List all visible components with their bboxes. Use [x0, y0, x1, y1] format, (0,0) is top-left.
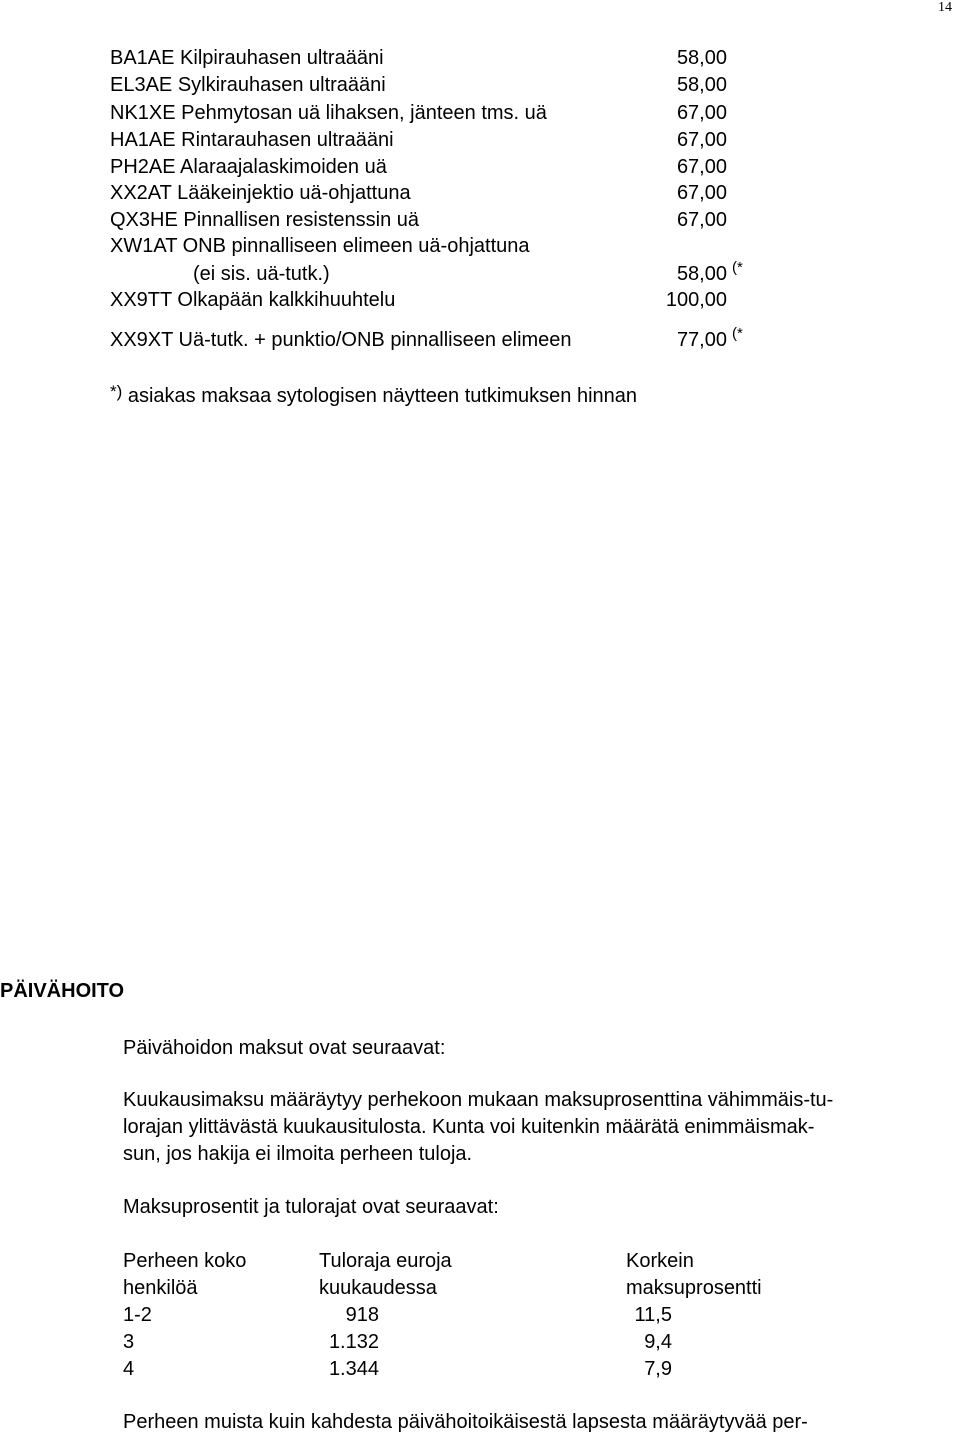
price-item-label: PH2AE Alaraajalaskimoiden uä: [110, 156, 387, 178]
footnote: [110, 384, 637, 409]
price-item-label: BA1AE Kilpirauhasen ultraääni: [110, 47, 384, 69]
table-header: maksuprosentti: [626, 1277, 762, 1299]
table-cell: 1-2: [123, 1304, 152, 1326]
price-item-price: 58,00: [676, 47, 727, 69]
table-header: Perheen koko: [123, 1250, 247, 1272]
price-item-label: XX2AT Lääkeinjektio uä-ohjattuna: [110, 182, 411, 204]
price-item-price: 58,00: [676, 263, 727, 285]
table-cell: 918: [345, 1304, 379, 1326]
paragraph-line: lorajan ylittävästä kuukausitulosta. Kunta voi kuitenkin määrätä enimmäismak-: [123, 1116, 815, 1138]
price-item-label: NK1XE Pehmytosan uä lihaksen, jänteen tms. uä: [110, 102, 547, 124]
price-item-label: EL3AE Sylkirauhasen ultraääni: [110, 74, 386, 96]
table-header: Tuloraja euroja: [319, 1250, 452, 1272]
footnote-text: asiakas maksaa sytologisen näytteen tutkimuksen hinnan: [127, 385, 638, 407]
price-item-label: (ei sis. uä-tutk.): [193, 263, 330, 285]
table-cell: 1.344: [328, 1358, 379, 1380]
paragraph-line: sun, jos hakija ei ilmoita perheen tuloja.: [123, 1143, 473, 1165]
price-item-footnote-mark: (*: [732, 325, 743, 342]
price-item-price: 67,00: [676, 102, 727, 124]
price-item-label: XW1AT ONB pinnalliseen elimeen uä-ohjattuna: [110, 235, 530, 257]
section-intro: Päivähoidon maksut ovat seuraavat:: [123, 1037, 446, 1059]
price-item-price: 58,00: [676, 74, 727, 96]
price-item-label: XX9XT Uä-tutk. + punktio/ONB pinnalliseen elimeen: [110, 329, 572, 351]
price-item-label: XX9TT Olkapään kalkkihuuhtelu: [110, 289, 396, 311]
section-heading: PÄIVÄHOITO: [0, 980, 125, 1002]
price-item-label: HA1AE Rintarauhasen ultraääni: [110, 129, 394, 151]
last-line: Perheen muista kuin kahdesta päivähoitoikäisestä lapsesta määräytyvää per-: [123, 1411, 808, 1433]
table-header: henkilöä: [123, 1277, 198, 1299]
price-item-price: 67,00: [676, 129, 727, 151]
footnote-mark: *): [110, 382, 123, 401]
price-item-price: 77,00: [676, 329, 727, 351]
table-cell: 11,5: [634, 1304, 672, 1326]
table-cell: 3: [123, 1331, 135, 1353]
table-cell: 4: [123, 1358, 135, 1380]
price-item-price: 100,00: [665, 289, 727, 311]
paragraph-line: Kuukausimaksu määräytyy perhekoon mukaan maksuprosenttina vähimmäis-tu-: [123, 1089, 834, 1111]
table-header: Korkein: [626, 1250, 694, 1272]
price-item-price: 67,00: [676, 209, 727, 231]
price-item-price: 67,00: [676, 182, 727, 204]
price-item-price: 67,00: [676, 156, 727, 178]
table-intro: Maksuprosentit ja tulorajat ovat seuraavat:: [123, 1196, 499, 1218]
price-item-footnote-mark: (*: [732, 259, 743, 276]
table-header: kuukaudessa: [319, 1277, 437, 1299]
table-cell: 9,4: [644, 1331, 672, 1353]
page-number: 14: [938, 0, 952, 15]
price-item-label: QX3HE Pinnallisen resistenssin uä: [110, 209, 420, 231]
table-cell: 7,9: [644, 1358, 672, 1380]
table-cell: 1.132: [328, 1331, 379, 1353]
